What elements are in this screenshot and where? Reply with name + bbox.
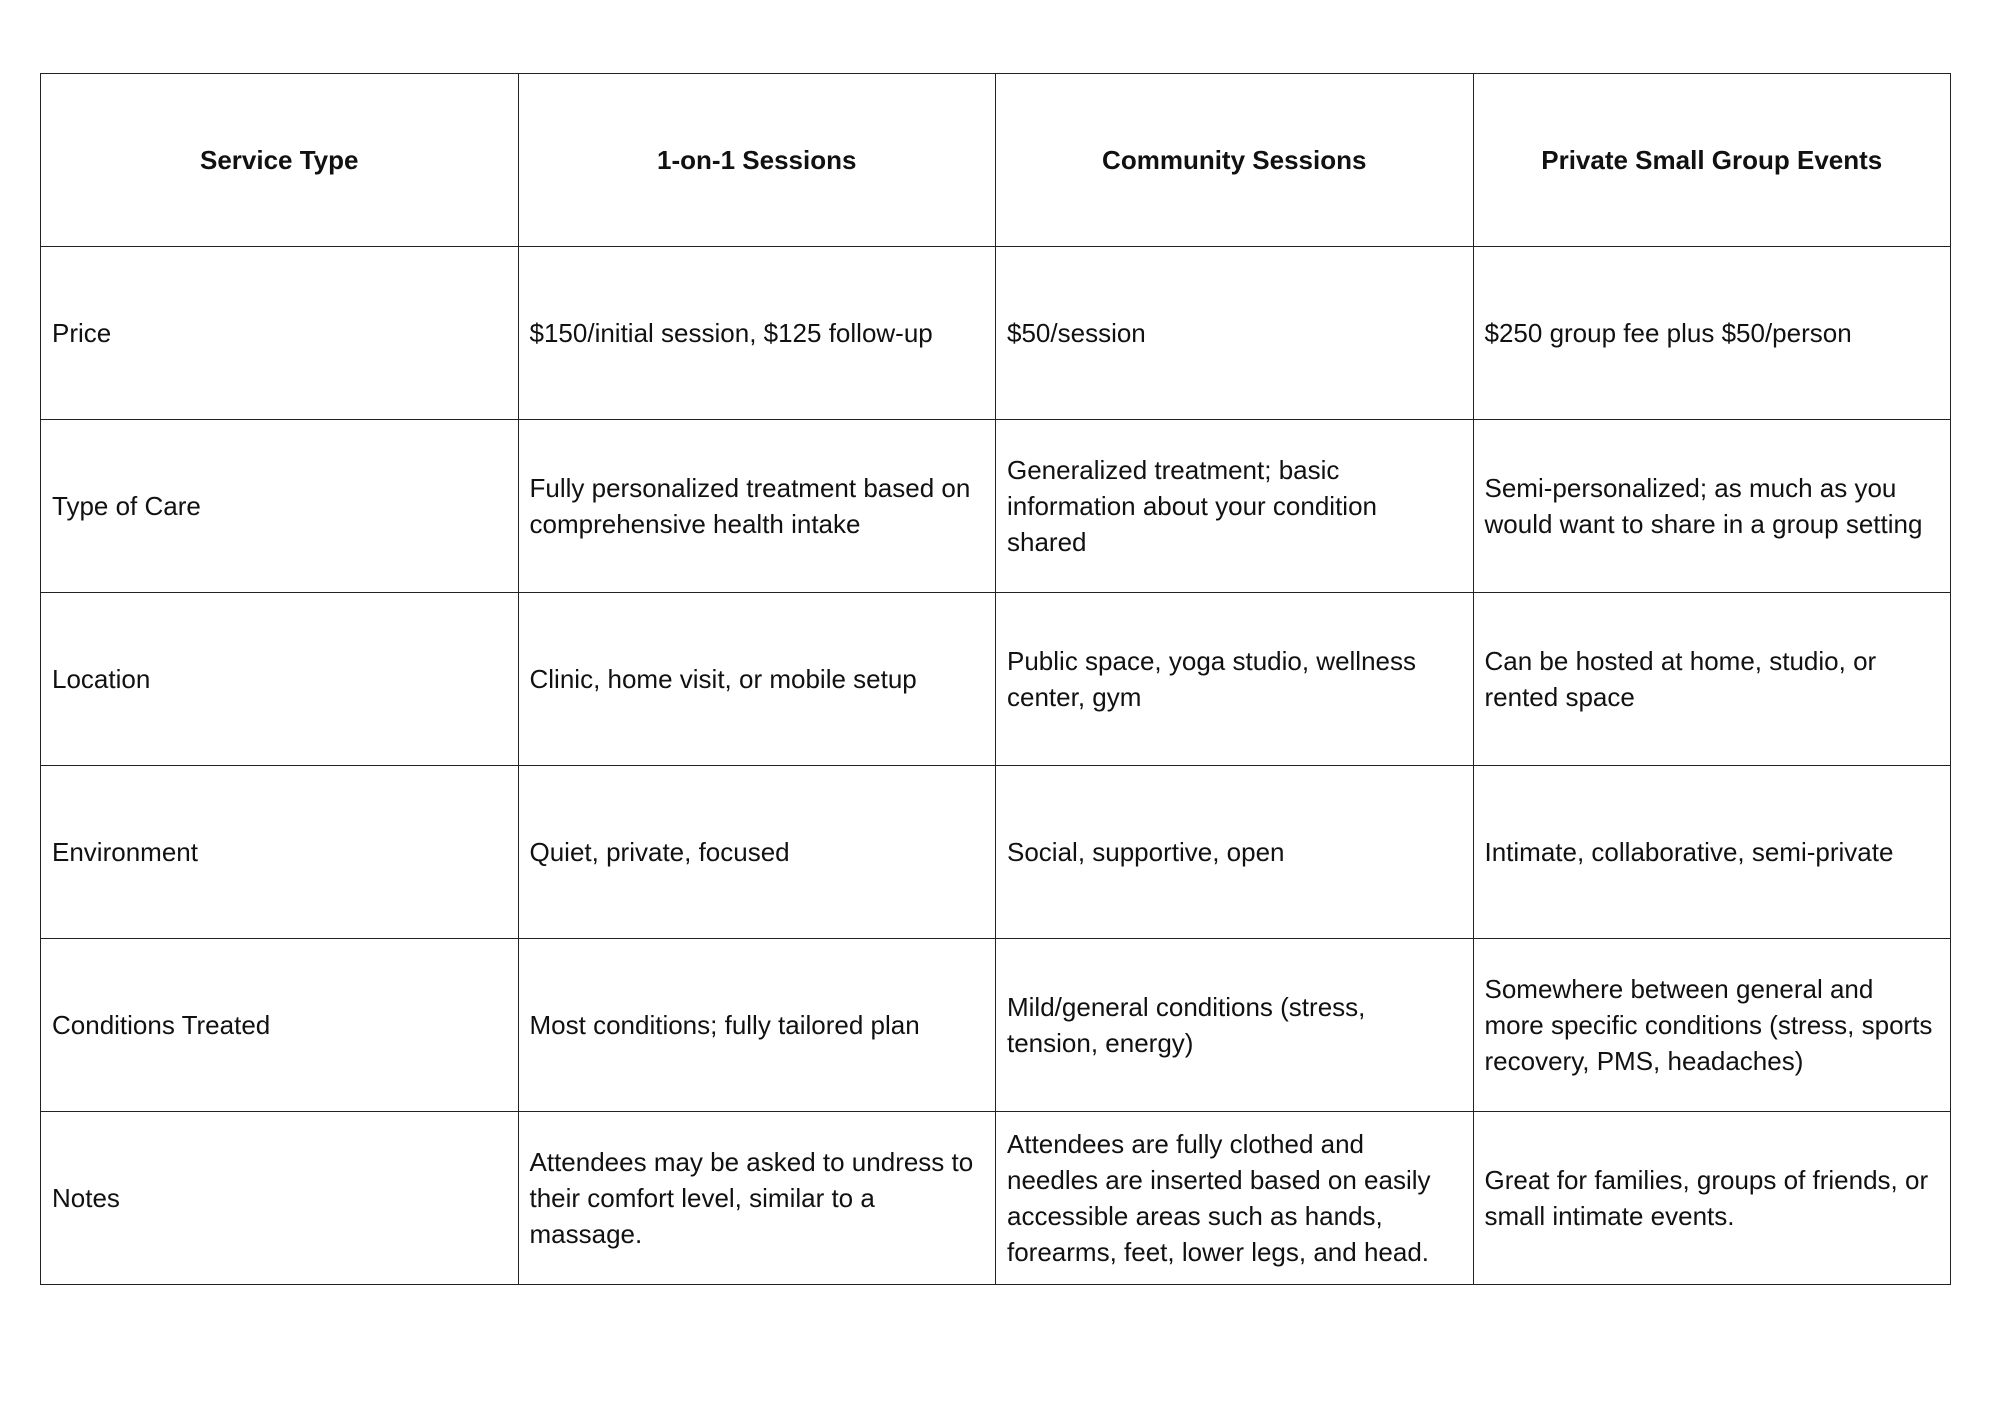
table-cell: Intimate, collaborative, semi-private	[1473, 766, 1951, 939]
header-community-sessions: Community Sessions	[996, 74, 1474, 247]
table-header-row	[41, 74, 1951, 247]
header-1on1-sessions: 1-on-1 Sessions	[518, 74, 996, 247]
table-row-price	[41, 247, 1951, 420]
row-label: Price	[41, 247, 519, 420]
table-cell: Generalized treatment; basic information about your condition shared	[996, 420, 1474, 593]
table-row-location	[41, 593, 1951, 766]
row-label: Environment	[41, 766, 519, 939]
header-private-small-group-events: Private Small Group Events	[1473, 74, 1951, 247]
table-cell: Quiet, private, focused	[518, 766, 996, 939]
table-row-type-of-care	[41, 420, 1951, 593]
table-cell: Semi-personalized; as much as you would want to share in a group setting	[1473, 420, 1951, 593]
table-cell: Can be hosted at home, studio, or rented space	[1473, 593, 1951, 766]
table-row-environment	[41, 766, 1951, 939]
table-row-notes	[41, 1112, 1951, 1285]
table-cell: Fully personalized treatment based on comprehensive health intake	[518, 420, 996, 593]
table-cell: $250 group fee plus $50/person	[1473, 247, 1951, 420]
table-cell: Most conditions; fully tailored plan	[518, 939, 996, 1112]
row-label: Conditions Treated	[41, 939, 519, 1112]
table-cell: Attendees may be asked to undress to their comfort level, similar to a massage.	[518, 1112, 996, 1285]
header-service-type: Service Type	[41, 74, 519, 247]
row-label: Notes	[41, 1112, 519, 1285]
row-label: Location	[41, 593, 519, 766]
table-cell: Public space, yoga studio, wellness center, gym	[996, 593, 1474, 766]
service-comparison-table	[40, 73, 1951, 1285]
table-cell: Mild/general conditions (stress, tension, energy)	[996, 939, 1474, 1112]
table-cell: Somewhere between general and more specific conditions (stress, sports recovery, PMS, headaches)	[1473, 939, 1951, 1112]
table-cell: $150/initial session, $125 follow-up	[518, 247, 996, 420]
row-label: Type of Care	[41, 420, 519, 593]
table-cell: Great for families, groups of friends, or small intimate events.	[1473, 1112, 1951, 1285]
table-cell: Social, supportive, open	[996, 766, 1474, 939]
table-row-conditions-treated	[41, 939, 1951, 1112]
table-cell: Attendees are fully clothed and needles are inserted based on easily accessible areas such as hands, forearms, feet, lower legs, and head.	[996, 1112, 1474, 1285]
table-cell: Clinic, home visit, or mobile setup	[518, 593, 996, 766]
table-cell: $50/session	[996, 247, 1474, 420]
